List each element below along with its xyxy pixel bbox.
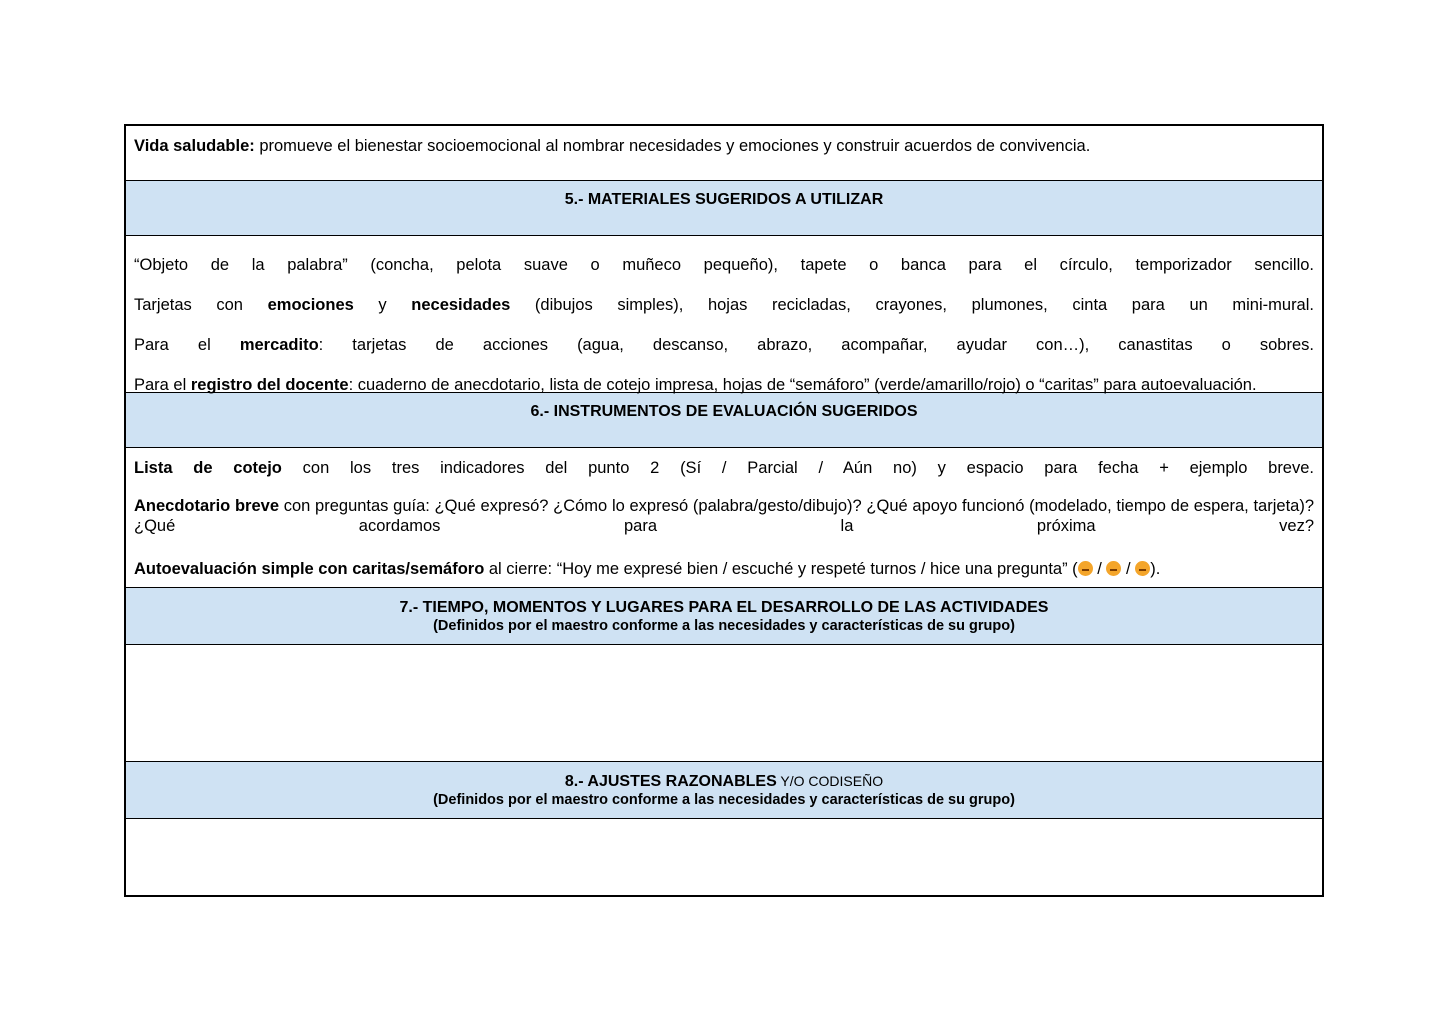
section-6-title: 6.- INSTRUMENTOS DE EVALUACIÓN SUGERIDOS: [530, 403, 918, 420]
section-7-content[interactable]: [126, 645, 1322, 762]
materials-line: Para el mercadito: tarjetas de acciones (agua, descanso, abrazo, acompañar, ayudar con…), canastitas o sobres.: [134, 336, 1314, 354]
smiling-face-icon: [1078, 561, 1093, 576]
section-5-title: 5.- MATERIALES SUGERIDOS A UTILIZAR: [564, 191, 884, 208]
materials-line: Tarjetas con emociones y necesidades (dibujos simples), hojas recicladas, crayones, plumones, cinta para un mini-mural.: [134, 296, 1314, 314]
section-8-header: [126, 762, 1322, 819]
planning-table: [124, 124, 1324, 897]
vida-label: Vida saludable:: [134, 137, 255, 155]
materials-line: “Objeto de la palabra” (concha, pelota suave o muñeco pequeño), tapete o banca para el círculo, temporizador sencillo.: [134, 256, 1314, 274]
instruments-content: [126, 448, 1322, 588]
section-7-subtitle: (Definidos por el maestro conforme a las necesidades y características de su grupo): [433, 618, 1015, 634]
instrument-line: Anecdotario breve con preguntas guía: ¿Qué expresó? ¿Cómo lo expresó (palabra/gesto/dibujo)? ¿Qué apoyo funcionó (modelado, tiempo de espera, tarjeta)? ¿Qué acordamos para la próxima vez?: [134, 497, 1315, 535]
sad-face-icon: [1135, 561, 1150, 576]
materials-content: [126, 236, 1322, 393]
section-8-subtitle: (Definidos por el maestro conforme a las necesidades y características de su grupo): [433, 792, 1015, 808]
instrument-line: Autoevaluación simple con caritas/semáforo al cierre: “Hoy me expresé bien / escuché y respeté turnos / hice una pregunta” ( / / ).: [134, 560, 1161, 578]
section-5-header: [126, 181, 1322, 236]
neutral-face-icon: [1106, 561, 1121, 576]
section-8-title: 8.- AJUSTES RAZONABLES Y/O CODISEÑO: [564, 773, 884, 790]
vida-text: promueve el bienestar socioemocional al nombrar necesidades y emociones y construir acuerdos de convivencia.: [254, 137, 1091, 155]
section-7-header: [126, 588, 1322, 645]
section-7-title: 7.- TIEMPO, MOMENTOS Y LUGARES PARA EL DESARROLLO DE LAS ACTIVIDADES: [399, 599, 1049, 616]
materials-line: Para el registro del docente: cuaderno de anecdotario, lista de cotejo impresa, hojas de “semáforo” (verde/amarillo/rojo) o “caritas” para autoevaluación.: [134, 376, 1257, 394]
instrument-line: Lista de cotejo con los tres indicadores del punto 2 (Sí / Parcial / Aún no) y espacio para fecha + ejemplo breve.: [134, 459, 1314, 477]
section-8-content[interactable]: [126, 819, 1322, 895]
vida-saludable-row: [126, 126, 1322, 181]
